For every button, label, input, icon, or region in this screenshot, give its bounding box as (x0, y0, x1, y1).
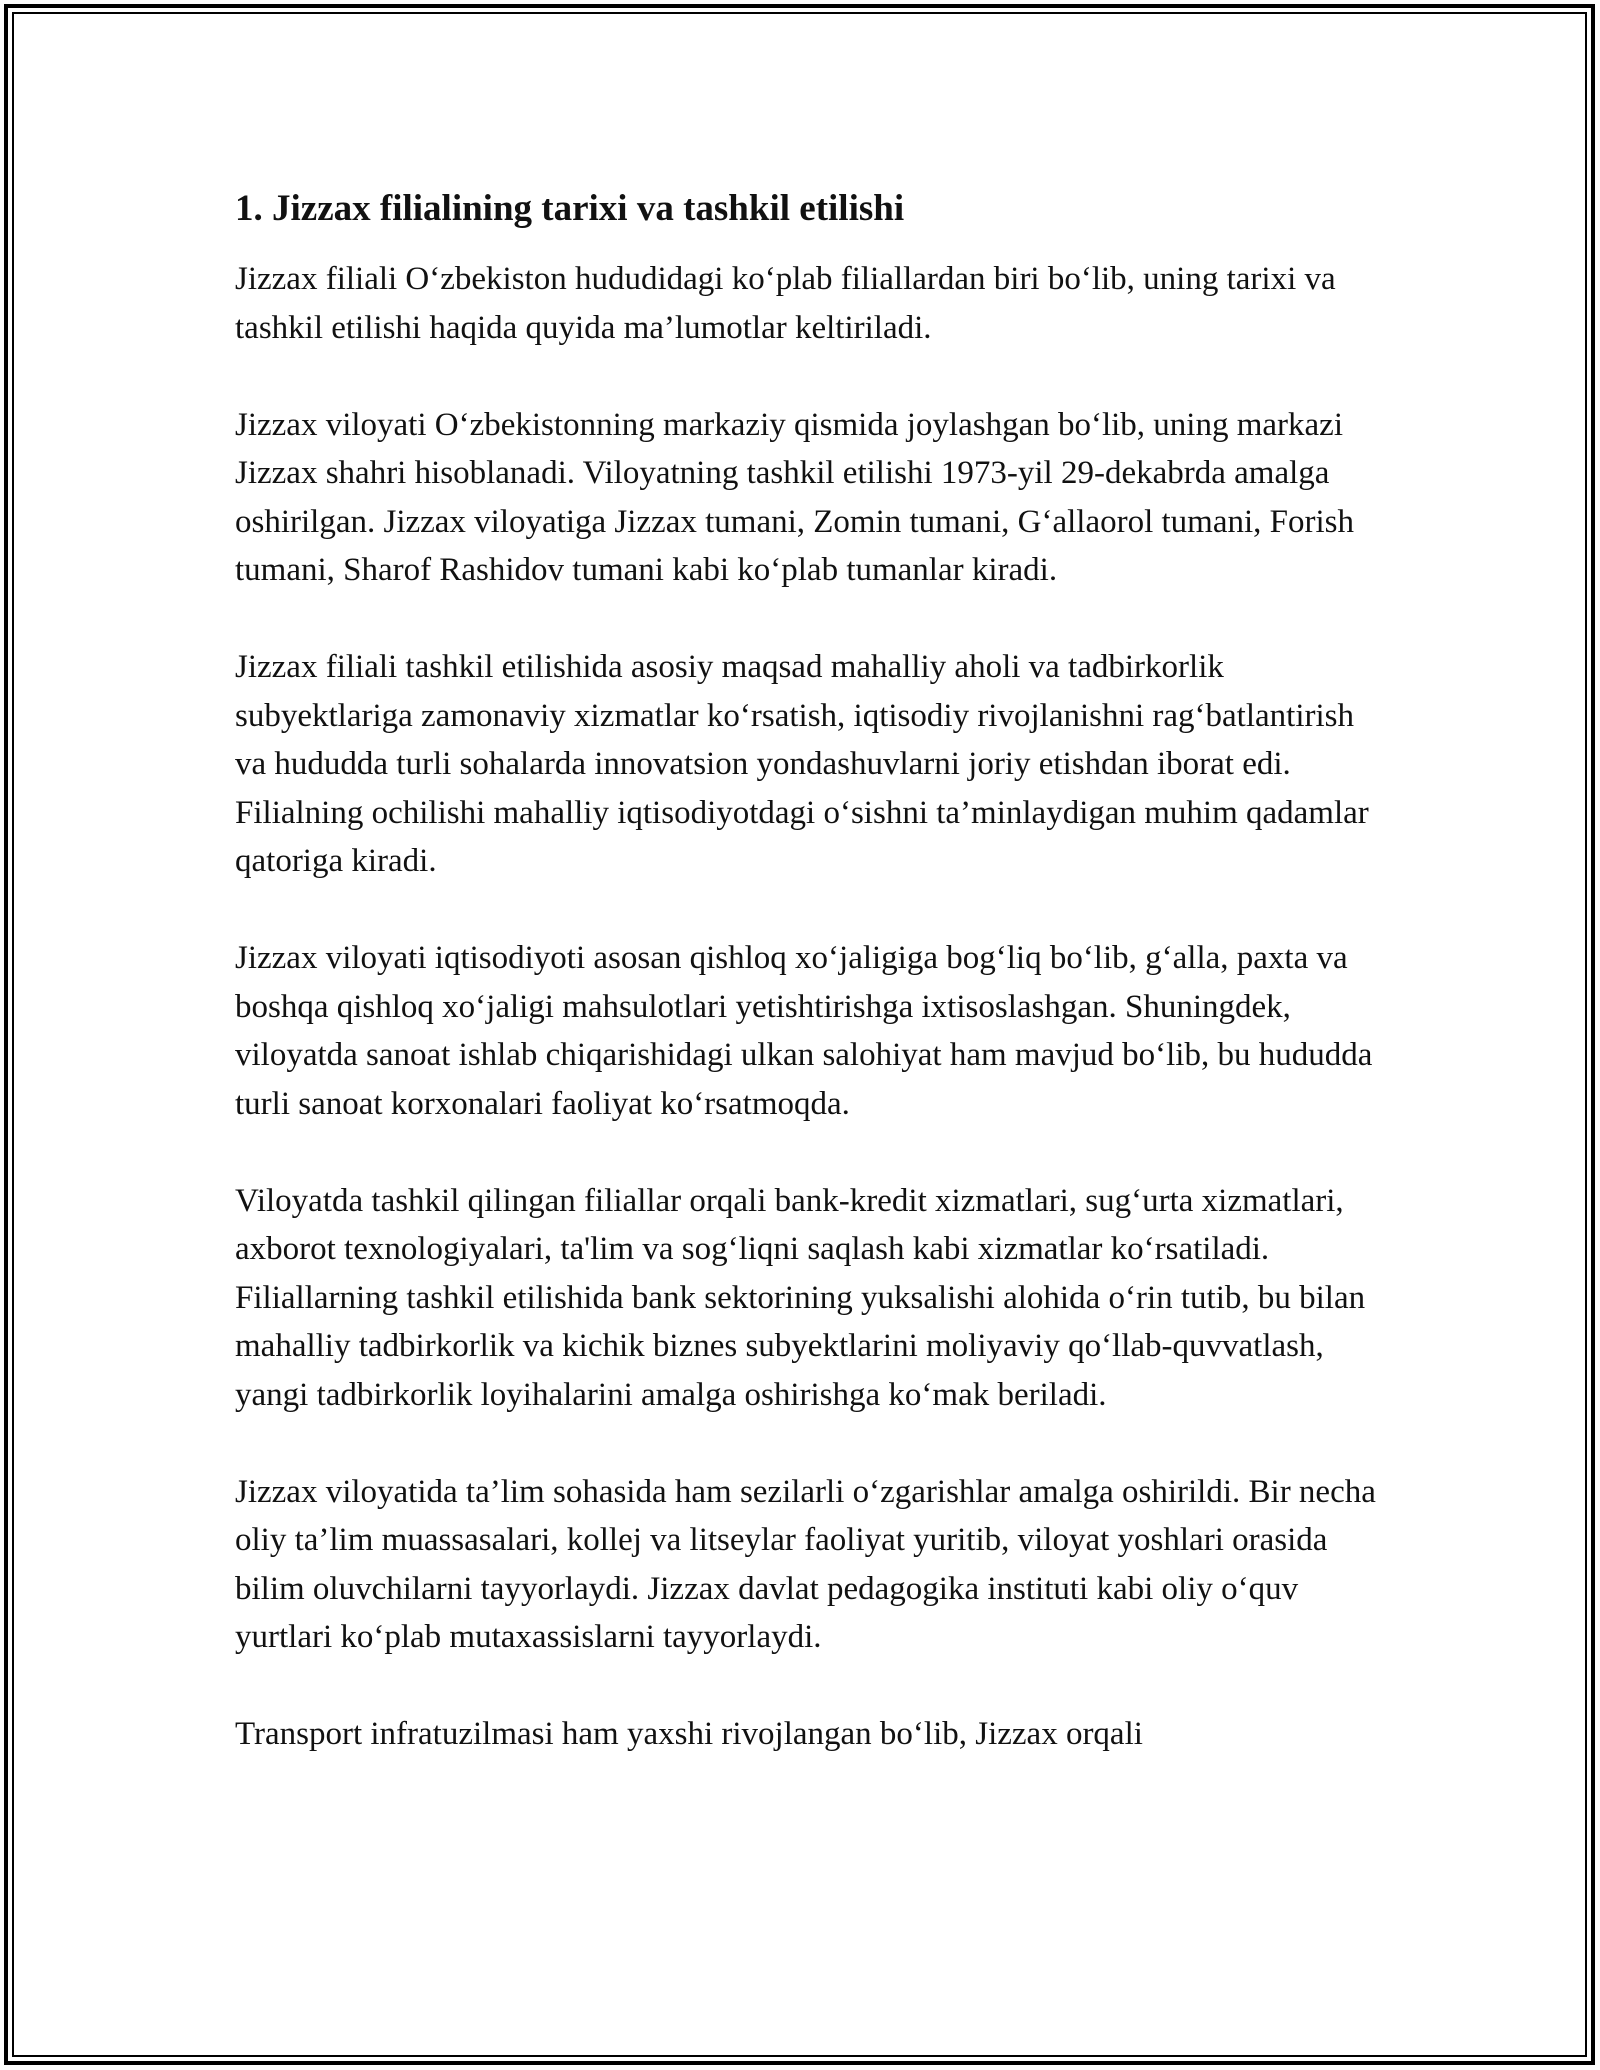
paragraph-transport: Transport infratuzilmasi ham yaxshi rivojlangan bo‘lib, Jizzax orqali (235, 1716, 1143, 1752)
paragraph-purpose: Jizzax filiali tashkil etilishida asosiy maqsad mahalliy aholi va tadbirkorlik subyektlariga zamonaviy xizmatlar ko‘rsatish, iqtisodiy rivojlanishni rag‘batlantirish va hududda turli sohalarda innovatsion yondashuvlarni joriy etishdan iborat edi. Filialning ochilishi mahalliy iqtisodiyotdagi o‘sishni ta’minlaydigan muhim qadamlar qatoriga kiradi. (235, 649, 1369, 879)
paragraph-education: Jizzax viloyatida ta’lim sohasida ham sezilarli o‘zgarishlar amalga oshirildi. Bir necha oliy ta’lim muassasalari, kollej va litseylar faoliyat yuritib, viloyat yoshlari orasida bilim oluvchilarni tayyorlaydi. Jizzax davlat pedagogika instituti kabi oliy o‘quv yurtlari ko‘plab mutaxassislarni tayyorlaydi. (235, 1473, 1376, 1655)
document-body (235, 185, 1385, 1807)
section-heading: 1. Jizzax filialining tarixi va tashkil etilishi (235, 188, 905, 229)
paragraph-region: Jizzax viloyati O‘zbekistonning markaziy qismida joylashgan bo‘lib, uning markazi Jizzax shahri hisoblanadi. Viloyatning tashkil etilishi 1973-yil 29-dekabrda amalga oshirilgan. Jizzax viloyatiga Jizzax tumani, Zomin tumani, G‘allaorol tumani, Forish tumani, Sharof Rashidov tumani kabi ko‘plab tumanlar kiradi. (235, 406, 1355, 588)
paragraph-services: Viloyatda tashkil qilingan filiallar orqali bank-kredit xizmatlari, sug‘urta xizmatlari, axborot texnologiyalari, ta'lim va sog‘liqni saqlash kabi xizmatlar ko‘rsatiladi. Filiallarning tashkil etilishida bank sektorining yuksalishi alohida o‘rin tutib, bu bilan mahalliy tadbirkorlik va kichik biznes subyektlarini moliyaviy qo‘llab-quvvatlash, yangi tadbirkorlik loyihalarini amalga oshirishga ko‘mak beriladi. (235, 1182, 1366, 1413)
paragraph-economy: Jizzax viloyati iqtisodiyoti asosan qishloq xo‘jaligiga bog‘liq bo‘lib, g‘alla, paxta va boshqa qishloq xo‘jaligi mahsulotlari yetishtirishga ixtisoslashgan. Shuningdek, viloyatda sanoat ishlab chiqarishidagi ulkan salohiyat ham mavjud bo‘lib, bu hududda turli sanoat korxonalari faoliyat ko‘rsatmoqda. (235, 940, 1373, 1122)
paragraph-intro: Jizzax filiali O‘zbekiston hududidagi ko‘plab filiallardan biri bo‘lib, uning tarixi va tashkil etilishi haqida quyida ma’lumotlar keltiriladi. (235, 261, 1336, 346)
